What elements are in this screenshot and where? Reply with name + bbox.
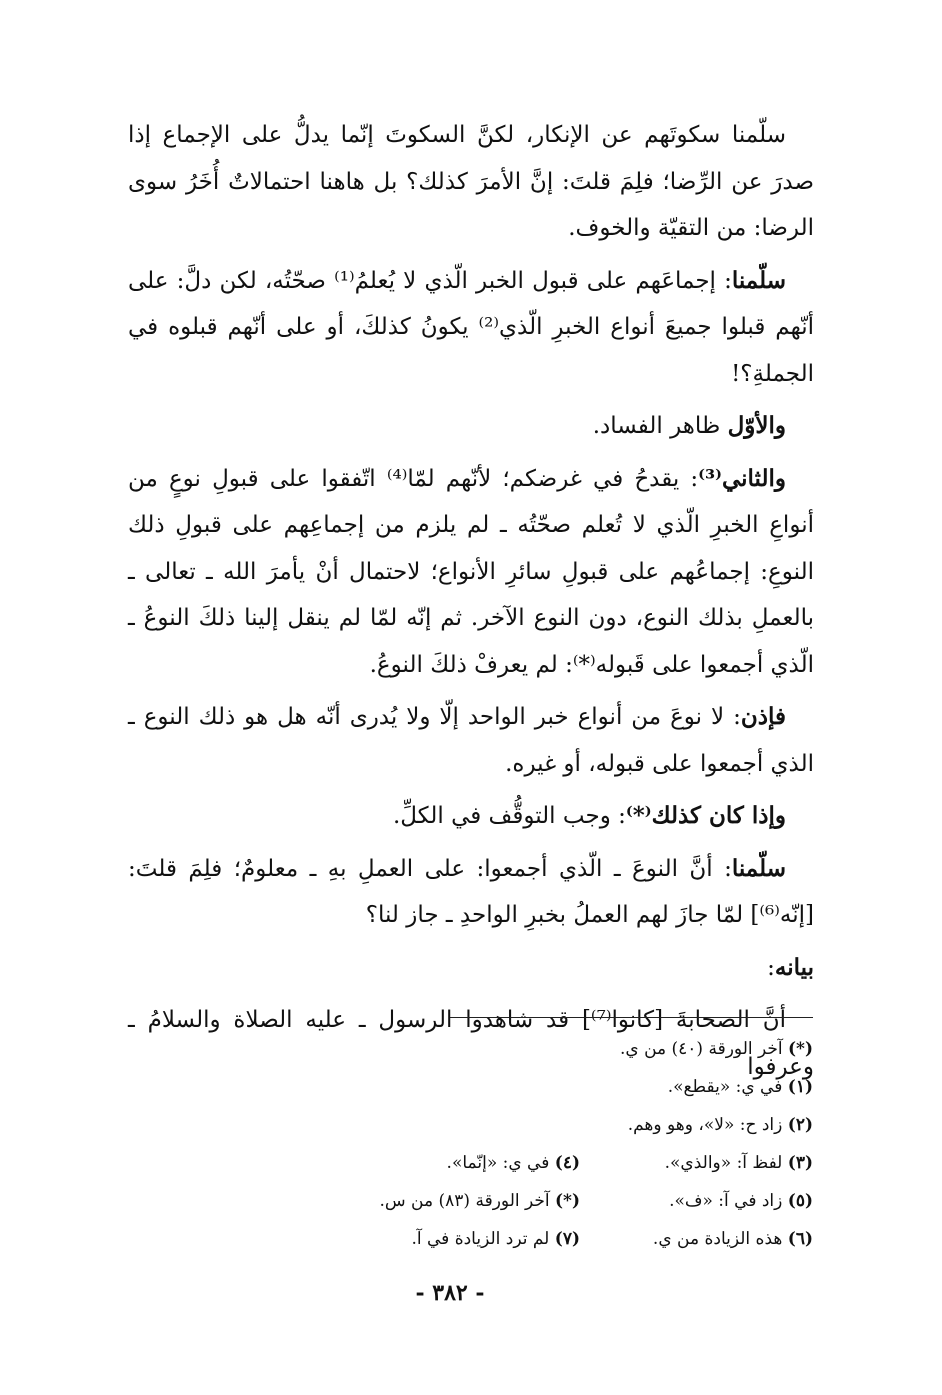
paragraph-text: : لا نوعَ من أنواع خبر الواحد إلّا ولا يُدرى أنّه هل هو ذلك النوع ـ الذي أجمعوا على قبوله، أو غيره. <box>128 704 814 777</box>
paragraph-text: أنَّ الصحابةَ [كانوا⁽⁷⁾] قد شاهدوا الرسول ـ عليه الصلاة والسلامُ ـ وعرفوا <box>128 1007 814 1080</box>
footnote-number: (*) <box>555 1191 580 1211</box>
paragraph-5 <box>128 694 814 787</box>
paragraph-lead: والأوّل <box>727 412 786 439</box>
paragraph-lead: سلّمنا <box>731 266 786 294</box>
paragraph-lead: بيانه <box>774 953 814 981</box>
paragraph-lead: فإذن <box>740 703 786 730</box>
footnote-row <box>280 1182 813 1220</box>
footnote-row <box>280 1030 813 1068</box>
paragraph-text: ظاهر الفساد. <box>592 413 728 439</box>
footnote-row <box>280 1068 813 1106</box>
page-number: - ٣٨٢ - <box>415 1280 485 1306</box>
footnote-row <box>280 1144 813 1182</box>
footnote <box>513 1068 813 1106</box>
footnote-number: (٦) <box>787 1229 813 1249</box>
paragraph-text: : أنَّ النوعَ ـ الّذي أجمعوا: على العملِ بهِ ـ معلومٌ؛ فلِمَ قلتَ: [إنّه⁽⁶⁾] لمّا جازَ لهم العملُ بخبرِ الواحدِ ـ جاز لنا؟ <box>128 855 814 928</box>
footnote-text: في ي: «يقطع». <box>667 1077 783 1097</box>
footnote <box>580 1182 813 1220</box>
paragraph-lead: والثاني⁽³⁾ <box>698 464 786 492</box>
paragraph-8 <box>128 945 814 992</box>
paragraph-3 <box>128 403 814 450</box>
footnote <box>580 1220 813 1258</box>
footnote <box>280 1144 580 1182</box>
footnote <box>280 1182 580 1220</box>
footnote <box>513 1030 813 1068</box>
footnote-number: (١) <box>787 1077 813 1097</box>
footnote <box>280 1220 580 1258</box>
footnote-text: هذه الزيادة من ي. <box>652 1229 783 1249</box>
footnote-text: آخر الورقة (٨٣) من س. <box>379 1191 550 1211</box>
main-text <box>128 112 814 1096</box>
paragraph-lead: سلّمنا <box>731 854 786 882</box>
footnotes <box>280 1030 813 1258</box>
footnote-number: (٤) <box>554 1153 580 1173</box>
paragraph-1 <box>128 112 814 252</box>
paragraph-2 <box>128 258 814 398</box>
footnote-number: (٢) <box>787 1115 813 1135</box>
paragraph-lead: وإذا كان كذلك⁽*⁾ <box>625 802 786 829</box>
paragraph-4 <box>128 456 814 689</box>
footnote-row <box>280 1106 813 1144</box>
footnote <box>513 1106 813 1144</box>
paragraph-text: سلّمنا سكوتَهم عن الإنكار، لكنَّ السكوتَ إنّما يدلُّ على الإجماع إذا صدرَ عن الرِّضا؛ فلِمَ قلتَ: إنَّ الأمرَ كذلك؟ بل هاهنا احتمالاتٌ أُخَرُ سوى الرضا: من التقيّة والخوف. <box>128 122 814 241</box>
footnote-text: آخر الورقة (٤٠) من ي. <box>619 1039 783 1059</box>
footnote-text: لم ترد الزيادة في آ. <box>411 1229 550 1249</box>
paragraph-6 <box>128 793 814 840</box>
footnote-number: (*) <box>788 1039 813 1059</box>
footnote-text: زاد في آ: «ف». <box>669 1191 783 1211</box>
footnote-row <box>280 1220 813 1258</box>
footnote <box>580 1144 813 1182</box>
footnote-text: في ي: «إنّما». <box>446 1153 550 1173</box>
paragraph-7 <box>128 846 814 939</box>
paragraph-text: : <box>767 954 775 981</box>
footnote-number: (٥) <box>787 1191 813 1211</box>
paragraph-text: : إجماعَهم على قبول الخبر الّذي لا يُعلمُ⁽¹⁾ صحّتُه، لكن دلَّ: على أنّهم قبلوا جميعَ أنواع الخبرِ الّذي⁽²⁾ يكونُ كذلكَ، أو على أنّهم قبلوه في الجملةِ؟! <box>128 267 814 387</box>
footnote-number: (٧) <box>554 1229 580 1249</box>
footnote-number: (٣) <box>787 1153 813 1173</box>
footnote-text: لفظ آ: «والذي». <box>664 1153 783 1173</box>
footnote-text: زاد ح: «لا»، وهو وهم. <box>627 1115 783 1135</box>
footnote-separator <box>450 1017 813 1018</box>
paragraph-text: : يقدحُ في غرضكم؛ لأنّهم لمّا⁽⁴⁾ اتّفقوا على قبولِ نوعٍ من أنواعِ الخبرِ الّذي لا تُعلم صحّتُه ـ لم يلزم من إجماعِهم على قبولِ ذلك النوعِ: إجماعُهم على قبولِ سائرِ الأنواع؛ لاحتمال أنْ يأمرَ الله ـ تعالى ـ بالعملِ بذلك النوع، دون النوع الآخر. ثم إنّه لمّا لم ينقل إلينا ذلكَ النوعُ ـ الّذي أجمعوا على قَبوله⁽*⁾: لم يعرفْ ذلكَ النوعُ. <box>128 465 814 678</box>
paragraph-text: : وجب التوقُّف في الكلِّ. <box>392 803 626 829</box>
